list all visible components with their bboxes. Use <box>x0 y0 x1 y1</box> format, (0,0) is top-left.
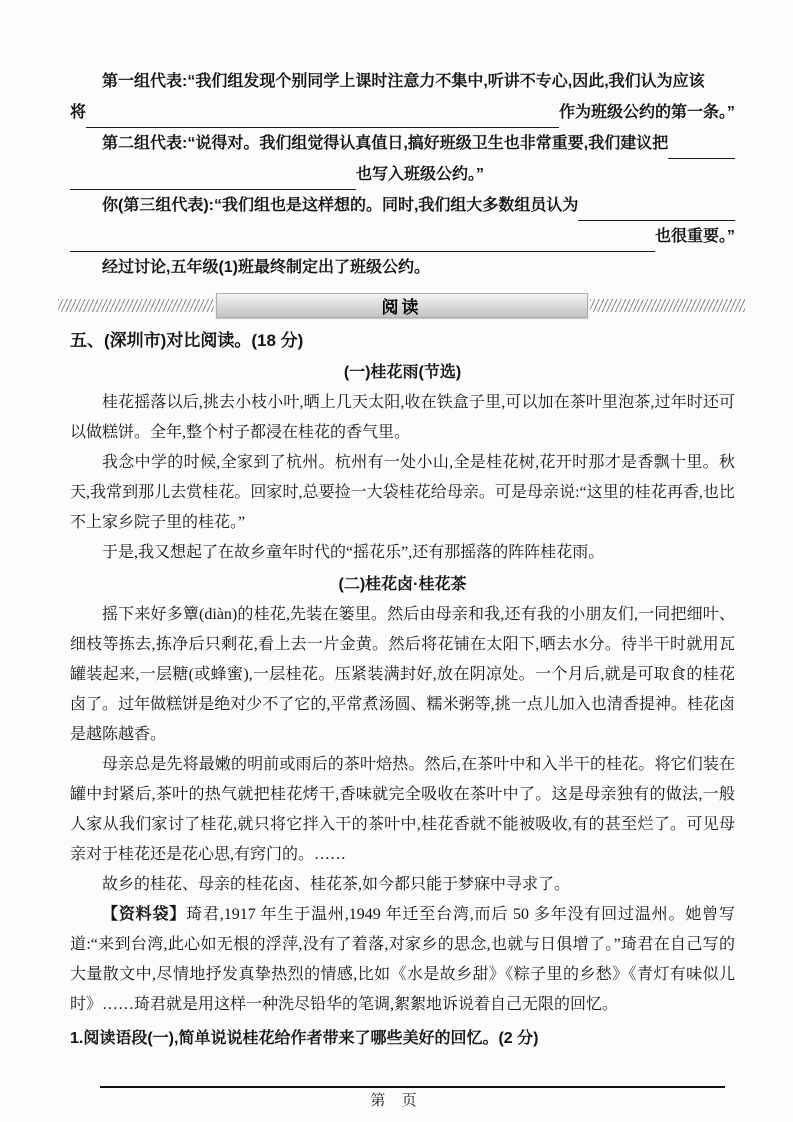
fill-blank <box>578 196 735 221</box>
dialogue-line-3 <box>70 128 735 159</box>
section-heading: 五、(深圳市)对比阅读。(18 分) <box>70 331 304 350</box>
passage-2 <box>70 600 735 900</box>
dialogue-line-2-prefix: 将 <box>70 104 87 121</box>
banner-hatch-right <box>590 299 746 312</box>
dialogue-line-4 <box>70 159 735 190</box>
passage-1-paragraph: 于是,我又想起了在故乡童年时代的“摇花乐”,还有那摇落的阵阵桂花雨。 <box>102 544 605 561</box>
info-box <box>70 900 735 1020</box>
passage-1-paragraph: 我念中学的时候,全家到了杭州。杭州有一处小山,全是桂花树,花开时那才是香飘十里。秋天,我常到那儿去赏桂花。回家时,总要捡一大袋桂花给母亲。可是母亲说:“这里的桂花再香,也比不上家乡院子里的桂花。” <box>70 454 735 531</box>
dialogue-line-6-suffix: 也很重要。” <box>654 228 735 245</box>
answer-line <box>100 1086 725 1088</box>
passage-2-paragraph: 母亲总是先将最嫩的明前或雨后的茶叶焙热。然后,在茶叶中和入半干的桂花。将它们装在罐中封紧后,茶叶的热气就把桂花烤干,香味就完全吸收在茶叶中了。这是母亲独有的做法,一般人家从我们家讨了桂花,就只将它拌入干的茶叶中,桂花香就不能被吸收,有的甚至烂了。可见母亲对于桂花还是花心思,有窍门的。…… <box>70 756 735 863</box>
banner-hatch-left <box>58 299 214 312</box>
dialogue-line-4-suffix: 也写入班级公约。” <box>355 166 484 183</box>
dialogue-line-5-text: 你(第三组代表):“我们组也是这样想的。同时,我们组大多数组员认为 <box>102 197 579 214</box>
dialogue-line-3-text: 第二组代表:“说得对。我们组觉得认真值日,搞好班级卫生也非常重要,我们建议把 <box>102 135 669 152</box>
dialogue-line-2 <box>70 97 735 128</box>
fill-blank <box>668 134 735 159</box>
info-box-text: 琦君,1917 年生于温州,1949 年迁至台湾,而后 50 多年没有回过温州。她曾写道:“来到台湾,此心如无根的浮萍,没有了着落,对家乡的思念,也就与日俱增了。”琦君在自己写的大量散文中,尽情地抒发真挚热烈的情感,比如《水是故乡甜》《粽子里的乡愁》《青灯有味似儿时》……琦君就是用这样一种洗尽铅华的笔调,絮絮地诉说着自己无限的回忆。 <box>70 906 735 1013</box>
reading-banner <box>58 293 745 318</box>
passage-title-1: (一)桂花雨(节选) <box>343 364 462 381</box>
dialogue-line-7: 经过讨论,五年级(1)班最终制定出了班级公约。 <box>102 259 431 276</box>
banner-label: 阅读 <box>381 298 422 317</box>
passage-2-paragraph: 故乡的桂花、母亲的桂花卤、桂花茶,如今都只能于梦寐中寻求了。 <box>102 876 571 893</box>
passage-1-paragraph: 桂花摇落以后,挑去小枝小叶,晒上几天太阳,收在铁盒子里,可以加在茶叶里泡茶,过年时还可以做糕饼。全年,整个村子都浸在桂花的香气里。 <box>70 394 735 441</box>
passage-title-2: (二)桂花卤·桂花茶 <box>338 576 467 593</box>
fill-blank <box>86 103 559 128</box>
passage-1 <box>70 388 735 568</box>
question-1: 1.阅读语段(一),简单说说桂花给作者带来了哪些美好的回忆。(2 分) <box>70 1030 539 1047</box>
dialogue-line-6 <box>70 221 735 252</box>
dialogue-line-5 <box>70 190 735 221</box>
fill-blank <box>70 165 356 190</box>
fill-blank <box>70 227 655 252</box>
page-footer: 第 页 <box>370 1092 423 1109</box>
dialogue-line-2-suffix: 作为班级公约的第一条。” <box>558 104 735 121</box>
passage-2-paragraph: 摇下来好多簟(diàn)的桂花,先装在篓里。然后由母亲和我,还有我的小朋友们,一同把细叶、细枝等拣去,拣净后只剩花,看上去一片金黄。然后将花铺在太阳下,晒去水分。待半干时就用瓦罐装起来,一层糖(或蜂蜜),一层桂花。压紧装满封好,放在阴凉处。一个月后,就是可取食的桂花卤了。过年做糕饼是绝对少不了它的,平常煮汤圆、糯米粥等,挑一点儿加入也清香提神。桂花卤是越陈越香。 <box>70 606 735 743</box>
banner-bar <box>216 293 588 318</box>
info-box-label: 【资料袋】 <box>102 906 187 923</box>
dialogue-exercise <box>70 66 735 283</box>
dialogue-line-1: 第一组代表:“我们组发现个别同学上课时注意力不集中,听讲不专心,因此,我们认为应该 <box>102 73 705 90</box>
